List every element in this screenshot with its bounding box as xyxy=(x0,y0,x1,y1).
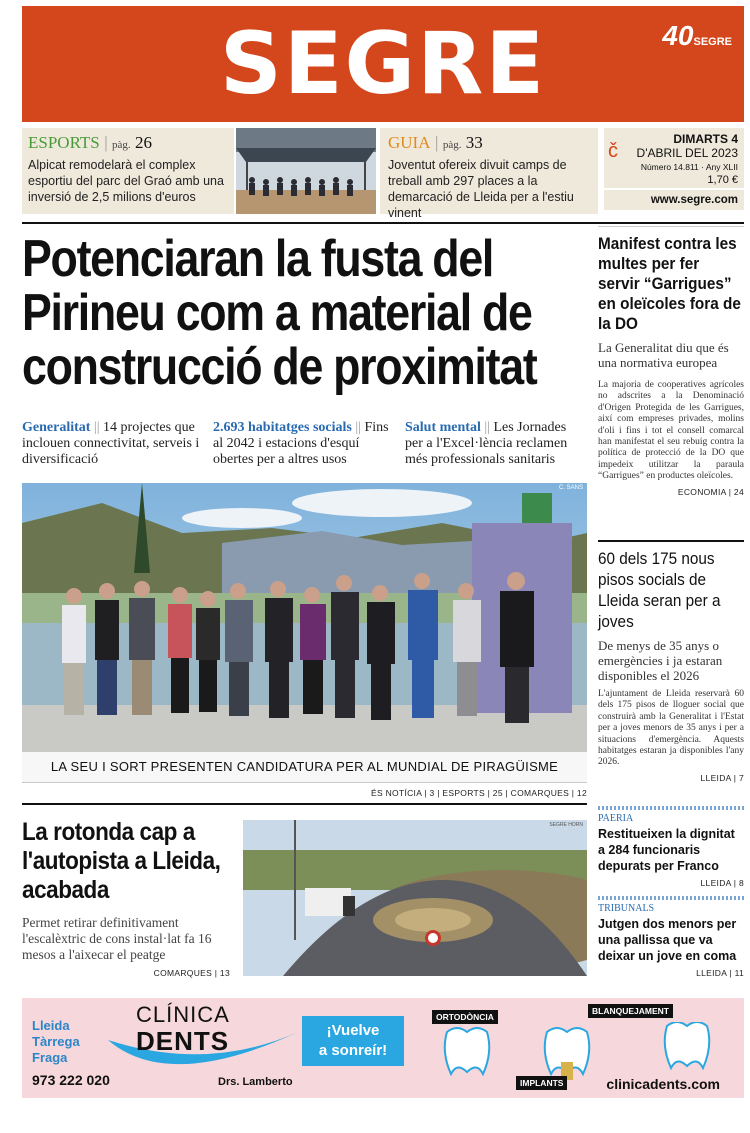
right-story-4[interactable] xyxy=(598,903,744,978)
divider xyxy=(22,222,744,224)
main-photo[interactable] xyxy=(22,483,587,783)
subhead-lead: Salut mental xyxy=(405,420,481,435)
promo-page: 33 xyxy=(465,133,483,152)
right-headline: Jutgen dos menors per una pallissa que va deixar un jove en coma xyxy=(598,917,737,963)
ad-label: IMPLANTS xyxy=(516,1076,567,1090)
ad-label: BLANQUEJAMENT xyxy=(588,1004,673,1018)
promo-section: ESPORTS xyxy=(28,133,100,152)
divider xyxy=(22,803,587,805)
anniversary-badge xyxy=(662,20,732,52)
right-subhead: De menys de 35 anys o emergències i ja estaran disponibles el 2026 xyxy=(598,638,723,683)
promo-page: 26 xyxy=(134,133,152,152)
promo-text: Alpicat remodelarà el complex esportiu del parc del Graó amb una inversió de 2,5 milions d'euros xyxy=(28,158,224,204)
divider xyxy=(598,806,744,810)
second-photo[interactable] xyxy=(243,820,587,976)
right-story-2[interactable] xyxy=(598,548,744,783)
issue-price: 1,70 € xyxy=(707,174,738,186)
segre-mark-icon: č xyxy=(608,140,618,162)
subhead-text: Fins al 2042 i estacions d'esquí obertes per a altres usos xyxy=(213,420,389,467)
tooth-icon xyxy=(427,1022,744,1082)
photo-caption: LA SEU I SORT PRESENTEN CANDIDATURA PER AL MUNDIAL DE PIRAGÜISME xyxy=(22,752,587,782)
divider xyxy=(598,896,744,900)
subhead-text: 14 projectes que inclouen connectivitat, serveis i diversificació xyxy=(22,420,200,467)
subhead-lead: 2.693 habitatges socials xyxy=(213,420,352,435)
right-body: L'ajuntament de Lleida reservarà 60 dels 175 pisos de lloguer social que construirà amb la Generalitat i l'Estat per a joves menors de 35 anys i per a situacions d'emergència. Aquests habitatges estaran ja disponibles l'any 2026. xyxy=(598,689,744,768)
advertisement[interactable] xyxy=(22,998,744,1098)
masthead xyxy=(22,6,744,122)
ad-city: Tàrrega xyxy=(32,1034,80,1049)
right-ref: LLEIDA | 7 xyxy=(700,772,744,783)
ad-slogan-line: a sonreír! xyxy=(318,1042,388,1059)
second-story[interactable] xyxy=(22,818,237,963)
ad-city: Fraga xyxy=(32,1050,68,1065)
right-tag: TRIBUNALS xyxy=(598,903,655,914)
second-headline: La rotonda cap a l'autopista a Lleida, acabada xyxy=(22,818,221,904)
promo-page-label: pàg. xyxy=(442,139,462,151)
date-block xyxy=(604,128,744,206)
subhead-lead: Generalitat xyxy=(22,420,91,435)
anniversary-number: 40 xyxy=(662,20,694,51)
anniversary-label: SEGRE xyxy=(693,36,732,48)
right-headline: Restitueixen la dignitat a 284 funcionaris depurats per Franco xyxy=(598,827,735,873)
ad-doctors: Drs. Lamberto xyxy=(218,1076,293,1088)
divider xyxy=(598,540,744,542)
right-body: La majoria de cooperatives agrícoles no adscrites a la Denominació d'Origen Protegida de les Garrigues, així com empreses privades, molins d'oli i fins i tot el consell comarcal han manifestat el seu rebuig contra la política de protecció de la DO que impedeix utilitzar la paraula “Garrigues” en productes oleïcoles. xyxy=(598,380,744,482)
right-headline: Manifest contra les multes per fer servir “Garrigues” en oleïcoles fora de la DO xyxy=(598,234,741,333)
right-story-1[interactable] xyxy=(598,234,744,497)
right-story-3[interactable] xyxy=(598,813,744,888)
issue-date: D'ABRIL DEL 2023 xyxy=(636,146,738,160)
divider xyxy=(598,226,744,227)
promo-esports-photo xyxy=(236,128,376,214)
photo-credit: SEGRE HORN xyxy=(549,822,583,828)
right-ref: LLEIDA | 11 xyxy=(696,968,744,978)
promo-esports[interactable]: ESPORTS | pàg. 26 Alpicat remodelarà el complex esportiu del parc del Graó amb una inversió de 2,5 milions d'euros xyxy=(22,128,234,214)
right-tag: PAERIA xyxy=(598,813,634,824)
ad-cities xyxy=(32,1018,80,1066)
right-headline: 60 dels 175 nous pisos socials de Lleida seran per a joves xyxy=(598,549,721,631)
ad-brand-line1: CLÍNICA xyxy=(136,1002,230,1027)
main-subhead-2: 2.693 habitatges socials || Fins al 2042 i estacions d'esquí obertes per a altres usos xyxy=(213,420,389,467)
main-subhead-1: Generalitat || 14 projectes que inclouen connectivitat, serveis i diversificació xyxy=(22,420,200,467)
main-subhead-3: Salut mental || Les Jornades per a l'Excel·lència reclamen més professionals sanitaris xyxy=(405,420,568,467)
newspaper-logo: SEGRE xyxy=(219,14,547,114)
promo-page-label: pàg. xyxy=(112,139,131,151)
second-text: Permet retirar definitivament l'escalèxtric de cons instal·lat fa 16 mesos a l'aixecar el peatge xyxy=(22,915,212,962)
ad-city: Lleida xyxy=(32,1018,70,1033)
subhead-text: Les Jornades per a l'Excel·lència reclamen més professionals sanitaris xyxy=(405,420,568,467)
main-refs: ÉS NOTÍCIA | 3 | ESPORTS | 25 | COMARQUES | 12 xyxy=(371,788,587,798)
right-ref: ECONOMIA | 24 xyxy=(677,486,744,497)
main-headline[interactable]: Potenciaran la fusta del Pirineu com a material de construcció de proximitat xyxy=(22,230,537,396)
right-subhead: La Generalitat diu que és una normativa europea xyxy=(598,340,729,370)
ad-slogan-line: ¡Vuelve xyxy=(326,1022,380,1039)
ad-phone[interactable]: 973 222 020 xyxy=(32,1072,110,1088)
website-link[interactable]: www.segre.com xyxy=(604,190,744,210)
second-ref: COMARQUES | 13 xyxy=(153,968,230,978)
ad-slogan xyxy=(302,1016,404,1066)
photo-credit: C. SANS xyxy=(558,485,583,491)
ad-website[interactable]: clinicadents.com xyxy=(606,1076,720,1092)
promo-text: Joventut ofereix divuit camps de treball amb 297 places a la demarcació de Lleida per a l'estiu vinent xyxy=(388,158,574,220)
issue-day: DIMARTS 4 xyxy=(673,132,738,146)
promo-section: GUIA xyxy=(388,133,431,152)
ad-brand-line2: DENTS xyxy=(136,1026,230,1056)
issue-number: Número 14.811 · Any XLII xyxy=(640,162,738,172)
ad-label: ORTODÒNCIA xyxy=(432,1010,498,1024)
right-ref: LLEIDA | 8 xyxy=(700,878,744,888)
promo-guia[interactable]: GUIA | pàg. 33 Joventut ofereix divuit camps de treball amb 297 places a la demarcació de Lleida per a l'estiu vinent xyxy=(380,128,598,214)
